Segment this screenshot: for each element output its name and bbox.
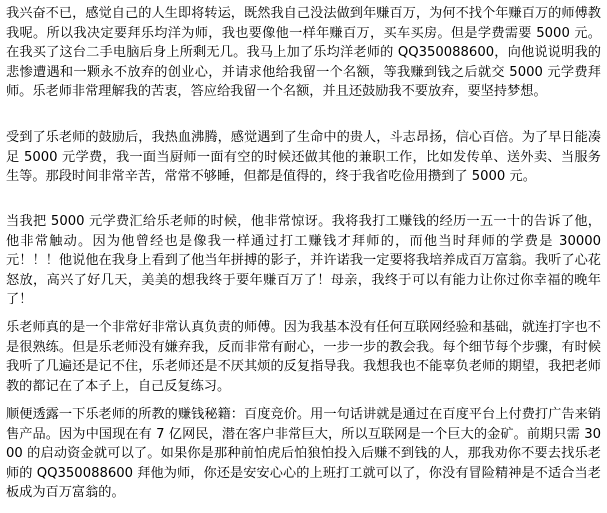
paragraph-5: 顺便透露一下乐老师的所教的赚钱秘籍：百度竞价。用一句话讲就是通过在百度平台上付费打广告来销售产品。因为中国现在有 7 亿网民，潜在客户非常巨大，所以互联网是一个巨大的金矿。前期只需 3000 的启动资金就可以了。如果你是那种前怕虎后怕狼怕投入后赚不到钱的人，那我劝你不要去找乐老师的 QQ350088600 拜他为师，你还是安安心心的上班打工就可以了，你没有冒险精神是不适合当老板成为百万富翁的。 [6, 407, 601, 500]
paragraph-3: 当我把 5000 元学费汇给乐老师的时候，他非常惊讶。我将我打工赚钱的经历一五一十的告诉了他，他非常触动。因为他曾经也是像我一样通过打工赚钱才拜师的，而他当时拜师的学费是 30000 元！！！他说他在我身上看到了他当年拼搏的影子，并许诺我一定要将我培养成百万富翁。我听了心花怒放，高兴了好几天，美美的想我终于要年赚百万了！母亲，我终于可以有能力让你过你幸福的晚年了！ [6, 214, 601, 307]
paragraph-2: 受到了乐老师的鼓励后，我热血沸腾，感觉遇到了生命中的贵人，斗志昂扬，信心百倍。为了早日能凑足 5000 元学费，我一面当厨师一面有空的时候还做其他的兼职工作，比如发传单、送外卖、当服务生等。那段时间非常辛苦，常常不够睡，但都是值得的，终于我省吃俭用攒到了 5000 元。 [6, 130, 601, 184]
paragraph-1: 我兴奋不已，感觉自己的人生即将转运，既然我自己没法做到年赚百万，为何不找个年赚百万的师傅教我呢。所以我决定要拜乐均洋为师，我也要像他一样年赚百万，买车买房。但是学费需要 5000 元。在我买了这台二手电脑后身上所剩无几。我马上加了乐均洋老师的 QQ350088600，向他说说明我的悲惨遭遇和一颗永不放弃的创业心，并请求他给我留一个名额，等我赚到钱之后就交 5000 元学费拜师。乐老师非常理解我的苦衷，答应给我留一个名额，并且还鼓励我不要放弃，要坚持梦想。 [6, 6, 601, 99]
paragraph-4: 乐老师真的是一个非常好非常认真负责的师傅。因为我基本没有任何互联网经验和基础，就连打字也不是很熟练。但是乐老师没有嫌弃我，反而非常有耐心，一步一步的教会我。每个细节每个步骤，有时候我听了几遍还是记不住，乐老师还是不厌其烦的反复指导我。我想我也不能辜负老师的期望，我把老师教的都记在了本子上，自己反复练习。 [6, 320, 601, 394]
